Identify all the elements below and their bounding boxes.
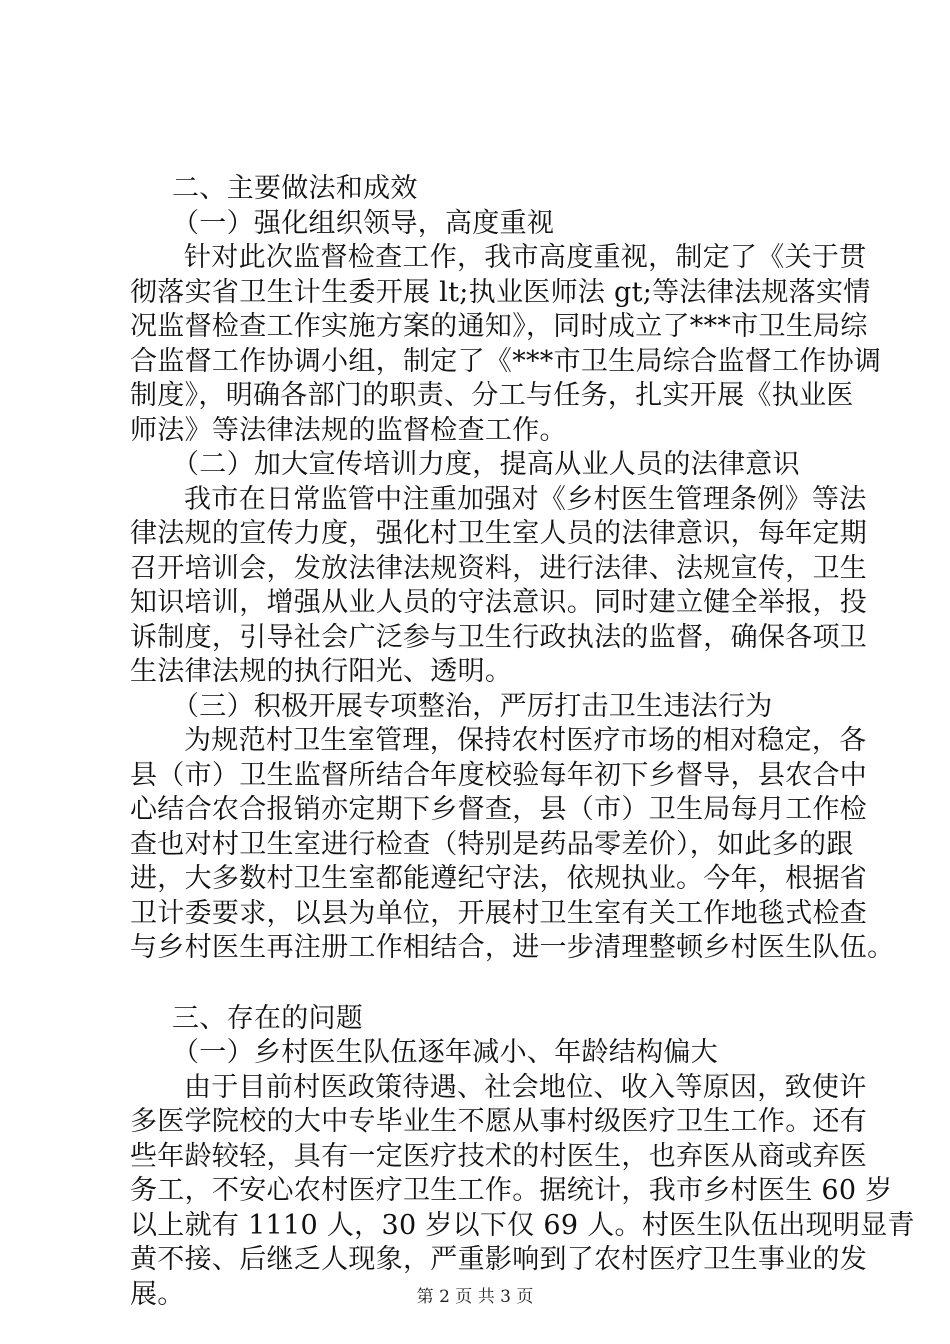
subsection-title: （二）加大宣传培训力度，提高从业人员的法律意识	[172, 449, 800, 480]
paragraph-line: 师法》等法律法规的监督检查工作。	[130, 414, 567, 446]
paragraph-line: 针对此次监督检查工作，我市高度重视，制定了《关于贯	[184, 242, 867, 273]
paragraph-line: 生法律法规的执行阳光、透明。	[130, 656, 513, 687]
subsection-title: （三）积极开展专项整治，严厉打击卫生违法行为	[172, 690, 773, 722]
paragraph-line: 由于目前村医政策待遇、社会地位、收入等原因，致使许	[184, 1071, 867, 1103]
paragraph-line: 召开培训会，发放法律法规资料，进行法律、法规宣传，卫生	[130, 552, 868, 584]
paragraph-line: 卫计委要求，以县为单位，开展村卫生室有关工作地毯式检查	[130, 897, 868, 929]
paragraph-line: 些年龄较轻，具有一定医疗技术的村医生，也弃医从商或弃医	[130, 1140, 868, 1172]
paragraph-line: 与乡村医生再注册工作相结合，进一步清理整顿乡村医生队伍。	[130, 932, 895, 963]
paragraph-line: 查也对村卫生室进行检查（特别是药品零差价），如此多的跟	[130, 828, 854, 860]
subsection-title: （一）强化组织领导，高度重视	[172, 207, 555, 239]
paragraph-line: 为规范村卫生室管理，保持农村医疗市场的相对稳定，各	[184, 725, 867, 756]
paragraph-line: 以上就有 1110 人，30 岁以下仅 69 人。村医生队伍出现明显青	[130, 1209, 915, 1241]
paragraph-line: 进，大多数村卫生室都能遵纪守法，依规执业。今年，根据省	[130, 863, 868, 894]
page-footer: 第 2 页 共 3 页	[416, 1287, 534, 1307]
paragraph-line: 心结合农合报销亦定期下乡督查，县（市）卫生局每月工作检	[130, 794, 868, 825]
paragraph-line: 况监督检查工作实施方案的通知》，同时成立了***市卫生局综	[130, 311, 868, 342]
section-heading: 二、主要做法和成效	[172, 173, 418, 204]
paragraph-line: 律法规的宣传力度，强化村卫生室人员的法律意识，每年定期	[130, 518, 868, 549]
paragraph-line: 多医学院校的大中专毕业生不愿从事村级医疗卫生工作。还有	[130, 1106, 868, 1137]
paragraph-line: 知识培训，增强从业人员的守法意识。同时建立健全举报，投	[130, 587, 868, 618]
section-gap	[130, 966, 830, 1002]
subsection-title: （一）乡村医生队伍逐年减小、年龄结构偏大	[172, 1037, 718, 1068]
paragraph-line: 我市在日常监管中注重加强对《乡村医生管理条例》等法	[184, 483, 867, 515]
paragraph-line: 黄不接、后继乏人现象，严重影响到了农村医疗卫生事业的发	[130, 1244, 868, 1275]
paragraph-line: 制度》，明确各部门的职责、分工与任务，扎实开展《执业医	[130, 380, 854, 411]
paragraph-line: 诉制度，引导社会广泛参与卫生行政执法的监督，确保各项卫	[130, 621, 868, 653]
paragraph-line: 展。	[130, 1278, 185, 1310]
paragraph-line: 务工，不安心农村医疗卫生工作。据统计，我市乡村医生 60 岁	[130, 1175, 893, 1206]
section-heading: 三、存在的问题	[172, 1002, 364, 1034]
document-body	[130, 172, 915, 1312]
paragraph-line: 合监督工作协调小组，制定了《***市卫生局综合监督工作协调	[130, 345, 882, 377]
paragraph-line: 县（市）卫生监督所结合年度校验每年初下乡督导，县农合中	[130, 759, 868, 791]
paragraph-line: 彻落实省卫生计生委开展 lt;执业医师法 gt;等法律法规落实情	[130, 276, 871, 308]
